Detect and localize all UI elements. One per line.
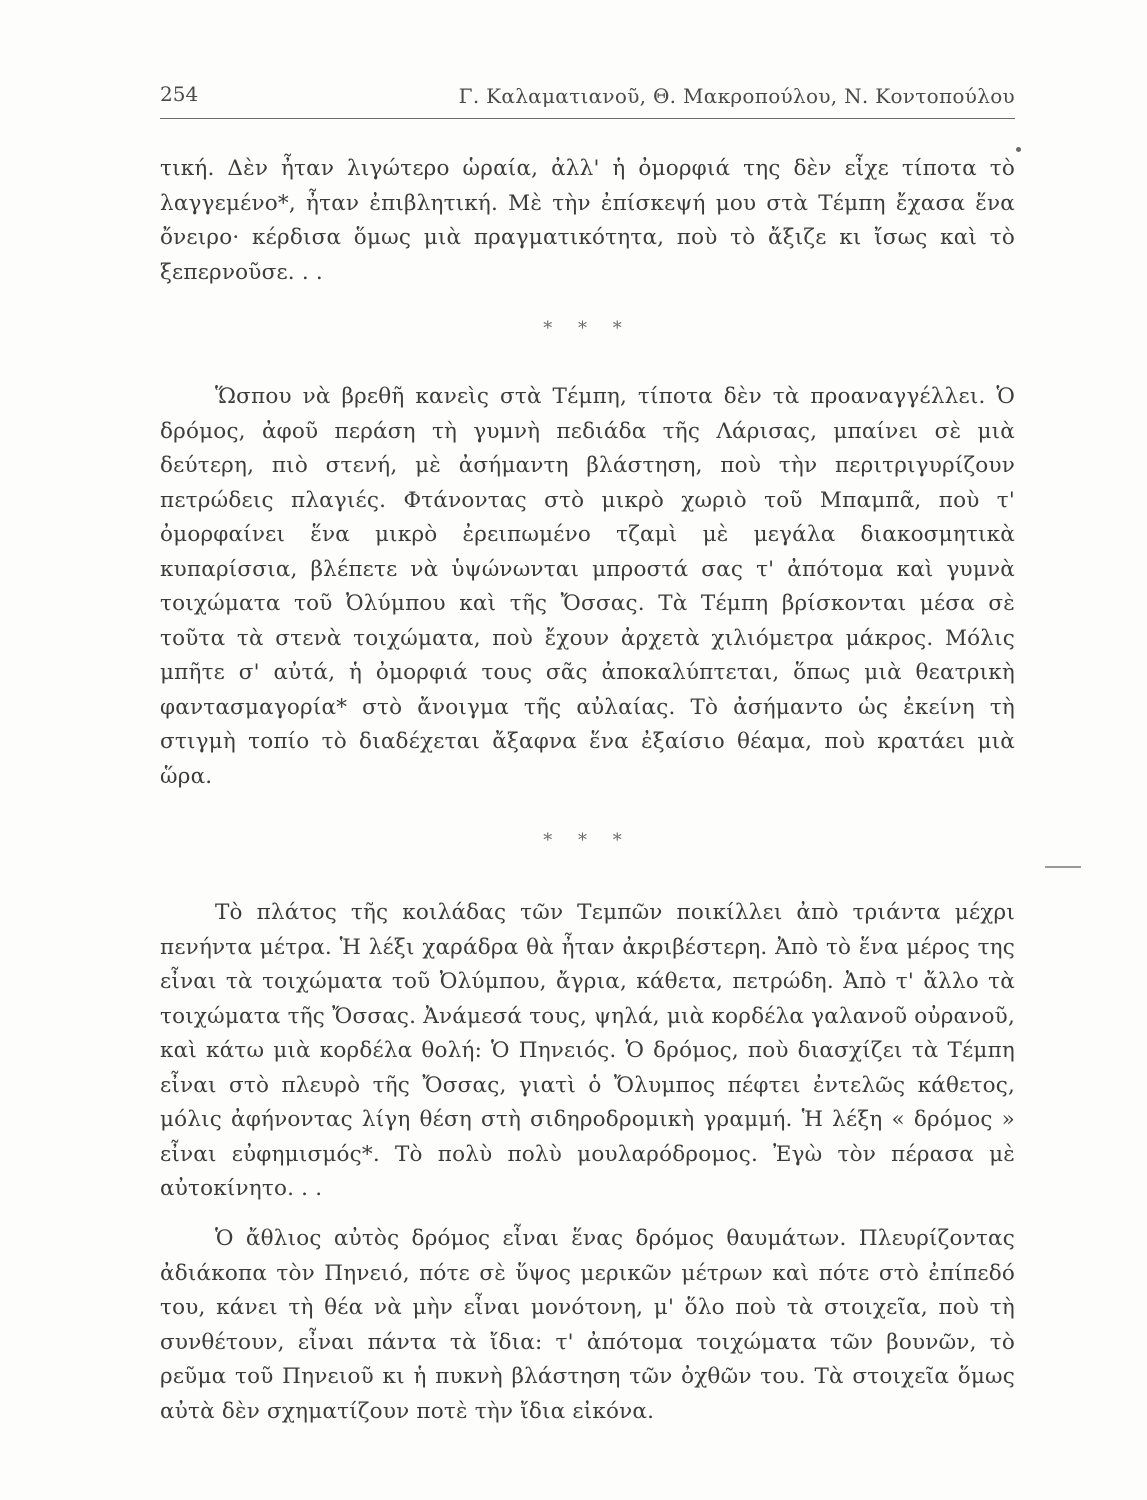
margin-mark [1045, 866, 1081, 868]
ink-speck [1016, 147, 1021, 152]
section-break-asterisks-2: * * * [543, 830, 632, 851]
paragraph-valley-width: Τὸ πλάτος τῆς κοιλάδας τῶν Τεμπῶν ποικίλλει ἀπὸ τριάντα μέχρι πενήντα μέτρα. Ἡ λέξι χαράδρα θὰ ἦταν ἀκριβέστερη. Ἀπὸ τὸ ἕνα μέρος της εἶναι τὰ τοιχώματα τοῦ Ὀλύμπου, ἄγρια, κάθετα, πετρώδη. Ἀπὸ τ' ἄλλο τὰ τοιχώματα τῆς Ὄσσας. Ἀνάμεσά τους, ψηλά, μιὰ κορδέλα γαλανοῦ οὐρανοῦ, καὶ κάτω μιὰ κορδέλα θολή: Ὁ Πηνειός. Ὁ δρόμος, ποὺ διασχίζει τὰ Τέμπη εἶναι στὸ πλευρὸ τῆς Ὄσσας, γιατὶ ὁ Ὄλυμπος πέφτει ἐντελῶς κάθετος, μόλις ἀφήνοντας λίγη θέση στὴ σιδηροδρομικὴ γραμμή. Ἡ λέξη « δρόμος » εἶναι εὐφημισμός*. Τὸ πολὺ πολὺ μουλαρόδρομος. Ἐγὼ τὸν πέρασα μὲ αὐτοκίνητο. . . [160, 900, 1015, 1201]
paragraph-road-to-tempi: Ὥσπου νὰ βρεθῆ κανεὶς στὰ Τέμπη, τίποτα δὲν τὰ προαναγγέλλει. Ὁ δρόμος, ἀφοῦ περάση τὴ γυμνὴ πεδιάδα τῆς Λάρισας, μπαίνει σὲ μιὰ δεύτερη, πιὸ στενή, μὲ ἀσήμαντη βλάστηση, ποὺ τὴν περιτριγυρίζουν πετρώδεις πλαγιές. Φτάνοντας στὸ μικρὸ χωριὸ τοῦ Μπαμπᾶ, ποὺ τ' ὀμορφαίνει ἕνα μικρὸ ἐρειπωμένο τζαμὶ μὲ μεγάλα διακοσμητικὰ κυπαρίσσια, βλέπετε νὰ ὑψώνωνται μπροστά σας τ' ἀπότομα καὶ γυμνὰ τοιχώματα τοῦ Ὀλύμπου καὶ τῆς Ὄσσας. Τὰ Τέμπη βρίσκονται μέσα σὲ τοῦτα τὰ στενὰ τοιχώματα, ποὺ ἔχουν ἀρχετὰ χιλιόμετρα μάκρος. Μόλις μπῆτε σ' αὐτά, ἡ ὀμορφιά τους σᾶς ἀποκαλύπτεται, ὅπως μιὰ θεατρικὴ φαντασμαγορία* στὸ ἄνοιγμα τῆς αὐλαίας. Τὸ ἀσήμαντο ὡς ἐκείνη τὴ στιγμὴ τοπίο τὸ διαδέχεται ἄξαφνα ἕνα ἐξαίσιο θέαμα, ποὺ κρατάει μιὰ ὥρα. [160, 384, 1015, 789]
page-number: 254 [160, 82, 199, 106]
section-break-asterisks: * * * [543, 318, 632, 339]
running-head-authors: Γ. Καλαματιανοῦ, Θ. Μακροπούλου, Ν. Κοντοπούλου [458, 84, 1015, 108]
page-header [160, 82, 1015, 119]
paragraph-continuation: τική. Δὲν ἦταν λιγώτερο ὡραία, ἀλλ' ἡ ὀμορφιά της δὲν εἶχε τίποτα τὸ λαγγεμένο*, ἦταν ἐπιβλητική. Μὲ τὴν ἐπίσκεψή μου στὰ Τέμπη ἔχασα ἕνα ὄνειρο· κέρδισα ὅμως μιὰ πραγματικότητα, ποὺ τὸ ἄξιζε κι ἴσως καὶ τὸ ξεπερνοῦσε. . . [160, 156, 1015, 285]
paragraph-road-of-wonders: Ὁ ἄθλιος αὐτὸς δρόμος εἶναι ἕνας δρόμος θαυμάτων. Πλευρίζοντας ἀδιάκοπα τὸν Πηνειό, πότε σὲ ὕψος μερικῶν μέτρων καὶ πότε στὸ ἐπίπεδό του, κάνει τὴ θέα νὰ μὴν εἶναι μονότονη, μ' ὅλο ποὺ τὰ στοιχεῖα, ποὺ τὴ συνθέτουν, εἶναι πάντα τὰ ἴδια: τ' ἀπότομα τοιχώματα τῶν βουνῶν, τὸ ρεῦμα τοῦ Πηνειοῦ κι ἡ πυκνὴ βλάστηση τῶν ὀχθῶν του. Τὰ στοιχεῖα ὅμως αὐτὰ δὲν σχηματίζουν ποτὲ τὴν ἴδια εἰκόνα. [160, 1226, 1015, 1424]
